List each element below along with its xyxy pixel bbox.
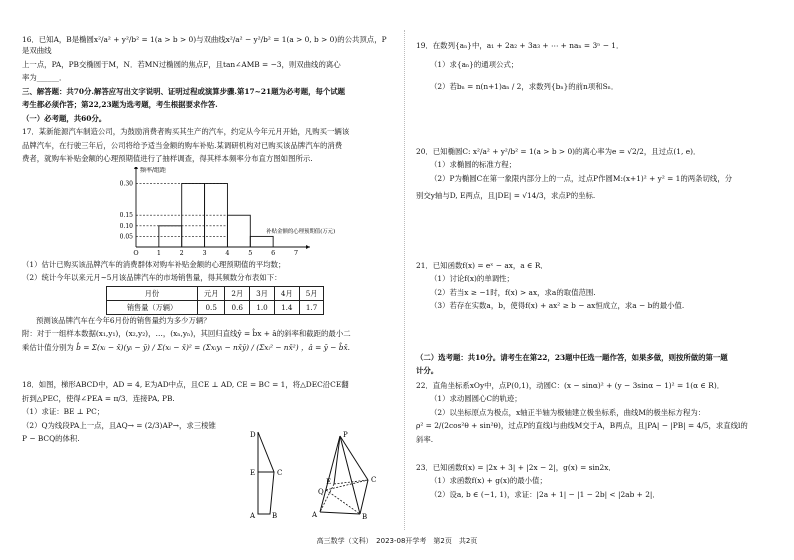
q19-line1: 19．在数列{aₙ}中，a₁ + 2a₂ + 3a₃ + ⋯ + naₙ = 3ⁿ − 1． <box>416 41 624 50</box>
y-tick-label: 0.15 <box>119 211 133 219</box>
table-cell: 5月 <box>299 286 324 300</box>
q22-sub4: 斜率. <box>416 434 434 444</box>
x-tick-label: 2 <box>179 248 184 257</box>
column-divider <box>404 30 405 530</box>
x-tick-label: 5 <box>248 248 253 257</box>
q17-note1: 附：对于一组样本数据(x₁,y₁)，(x₂,y₂)，…，(xₙ,yₙ)，其回归直线ŷ = b̂x + â的斜率和截距的最小二 <box>22 329 351 339</box>
q17-sub1: （1）估计已购买该品牌汽车的消费群体对购车补贴金额的心理预期值的平均数； <box>22 259 286 269</box>
table-cell: 3月 <box>250 286 275 300</box>
q18-sub3: P − BCQ的体积. <box>22 434 80 444</box>
formula-b-sums: = (Σxᵢyᵢ − nx̄ȳ) / (Σxᵢ² − nx̄²) <box>194 342 299 352</box>
x-tick-label: 6 <box>271 248 276 257</box>
q20-sub3: 别交y轴与D, E两点，且|DE| = √14/3，求点P的坐标. <box>416 191 596 201</box>
label-p: P <box>343 431 348 439</box>
table-cell: 2月 <box>225 286 250 300</box>
table-row <box>107 300 324 314</box>
q21-line1: 21．已知函数f(x) = eˣ − ax，a ∈ R． <box>416 261 548 270</box>
q18-line2: 折到△PEC，使得∠PEA = π/3．连接PA, PB. <box>22 393 175 403</box>
q22-sub1: （1）求动圆圆心C的轨迹； <box>430 394 522 404</box>
q20-line1: 20．已知椭圆C: x²/a² + y²/b² = 1(a > b > 0)的离心率为e = √2/2，且过点(1, e)． <box>416 147 701 156</box>
q20-sub2: （2）P为椭圆C在第一象限内部分上的一点，过点P作圆M:(x+1)² + y² = 1的两条切线，分 <box>430 173 733 183</box>
q21-sub2: （2）若当x ≥ −1时，f(x) > ax，求a的取值范围. <box>430 287 596 297</box>
sales-table <box>106 286 324 315</box>
q17-line1: 17．某新能源汽车制造公司，为鼓励消费者购买其生产的汽车，约定从今年元月开始，凡购买一辆该 <box>22 127 350 137</box>
section3-line3: （一）必考题，共60分。 <box>22 113 107 123</box>
label-e: E <box>250 469 256 477</box>
histogram-bar <box>227 215 250 247</box>
label-c: C <box>371 476 377 484</box>
trapezoid-figure <box>240 428 300 520</box>
q22-sub3: ρ² = 2/(2cos²θ + sin²θ)，过点P的直线l与曲线M交于A，B两点，且|PA| − |PB| = 4/5，求直线l的 <box>416 421 748 431</box>
y-tick-label: 0.30 <box>119 180 133 188</box>
y-axis-label: 频率/组距 <box>140 166 167 174</box>
x-axis-arrow <box>306 245 310 249</box>
table-cell: 月份 <box>107 286 198 300</box>
label-b: B <box>272 512 278 520</box>
question-16 <box>22 34 390 84</box>
label-a: A <box>312 511 318 519</box>
q23-line1: 23．已知函数f(x) = |2x + 3| + |2x − 2|，g(x) = sin2x． <box>416 463 616 472</box>
q21-sub1: （1）讨论f(x)的单调性； <box>430 274 514 284</box>
q17-formula <box>22 342 390 353</box>
label-d: D <box>250 431 256 439</box>
page-footer: 高三数学（文科） 2023-08开学考 第2页 共2页 <box>316 537 478 545</box>
q21-sub3: （3）若存在实数a，b，使得f(x) + ax² ≥ b − ax恒成立，求a − b的最小值. <box>430 301 685 311</box>
q23-sub1: （1）求函数f(x) + g(x)的最小值； <box>430 476 547 486</box>
table-cell: 元月 <box>198 286 225 300</box>
x-tick-label: 7 <box>293 248 299 257</box>
histogram-bar <box>250 236 273 247</box>
x-axis-label: 补贴金额的心理预期值(万元) <box>266 228 336 235</box>
y-tick-label: 0.05 <box>119 233 133 241</box>
q22-line1: 22．直角坐标系xOy中，点P(0,1)，动圆C：(x − sinα)² + (y − 3sinα − 1)² = 1(α ∈ R)． <box>416 381 725 390</box>
q19-sub2: （2）若bₙ = n(n+1)aₙ / 2，求数列{bₙ}的前n项和Sₙ． <box>430 81 619 91</box>
label-c: C <box>277 469 283 477</box>
y-tick-label: 0.10 <box>119 222 133 230</box>
q17-line3: 费者，就购车补贴金额的心理预期值进行了抽样调查，得其样本频率分布直方图如图所示. <box>22 154 313 164</box>
pyramid-figure <box>310 428 392 520</box>
label-q: Q <box>318 488 324 496</box>
x-tick-label: 1 <box>156 248 161 257</box>
question-23 <box>416 462 778 502</box>
x-tick-label: O <box>133 248 139 257</box>
table-cell: 0.6 <box>225 300 250 314</box>
label-b: B <box>362 513 368 520</box>
trapezoid-outline <box>258 432 274 514</box>
q17-note2: 乘估计值分别为 <box>22 342 74 352</box>
question-19 <box>416 40 778 94</box>
question-21 <box>416 260 778 314</box>
q16-line2: 上一点，PA，PB交椭圆于M，N．若MN过椭圆的焦点F，且tan∠AMB = −3，则双曲线的离心 <box>22 59 341 69</box>
table-cell: 0.5 <box>198 300 225 314</box>
label-e: E <box>326 478 332 486</box>
optional-line1: （二）选考题：共10分。请考生在第22，23题中任选一题作答，如果多做，则按所做的第一题 <box>416 353 728 362</box>
q18-line1: 18．如图，梯形ABCD中，AD = 4, E为AD中点，且CE ⊥ AD, CE = BC = 1，将△DEC沿CE翻 <box>22 380 349 390</box>
formula-a: ，â = ȳ − b̂x̄. <box>300 342 350 352</box>
question-22 <box>416 380 778 447</box>
left-column <box>22 34 390 447</box>
q22-sub2: （2）以坐标原点为极点，x轴正半轴为极轴建立极坐标系，曲线M的极坐标方程为： <box>430 407 706 417</box>
x-tick-label: 3 <box>202 248 207 257</box>
q17-predict: 预测该品牌汽车在今年6月份的销售量约为多少万辆？ <box>36 315 211 325</box>
formula-b-deviation: b̂ = Σ(xᵢ − x̄)(yᵢ − ȳ) / Σ(xᵢ − x̄)² <box>76 342 192 352</box>
section3-line1: 三、解答题：共70分.解答应写出文字说明、证明过程或演算步骤.第17~21题为必考题，每个试题 <box>22 86 346 96</box>
y-axis-arrow <box>134 167 138 169</box>
x-tick-label: 4 <box>225 248 230 257</box>
q16-line3: 率为______． <box>22 73 67 83</box>
q23-sub2: （2）设a, b ∈ (−1, 1)，求证：|2a + 1| − |1 − 2b| < |2ab + 2|． <box>430 489 660 499</box>
table-cell: 销售量（万辆） <box>107 300 198 314</box>
q19-sub1: （1）求{aₙ}的通项公式； <box>430 60 519 70</box>
q18-sub1: （1）求证：BE ⊥ PC； <box>22 407 105 417</box>
q18-sub2: （2）Q为线段PA上一点，且AQ→ = (2/3)AP→，求三棱锥 <box>22 420 216 430</box>
question-20 <box>416 146 778 204</box>
q16-line1: 16．已知A，B是椭圆x²/a² + y²/b² = 1(a > b > 0)与双曲线x²/a² − y²/b² = 1(a > 0, b > 0)的公共顶点，P是双曲线 <box>22 35 387 56</box>
q17-sub2: （2）统计今年以来元月~5月该品牌汽车的市场销售量，得其频数分布表如下： <box>22 273 282 283</box>
table-cell: 1.0 <box>250 300 275 314</box>
histogram-chart <box>106 167 376 259</box>
table-cell: 1.7 <box>299 300 324 314</box>
q17-line2: 品牌汽车，在行驶三年后，公司将给予适当金额的购车补贴.某调研机构对已购买该品牌汽车的消费 <box>22 140 343 150</box>
question-17 <box>22 126 390 353</box>
section3-line2: 考生都必须作答；第22,23题为选考题，考生根据要求作答. <box>22 100 218 110</box>
optional-line2: 计分。 <box>416 366 439 376</box>
table-row <box>107 286 324 300</box>
optional-section-header <box>416 352 778 379</box>
table-cell: 1.4 <box>274 300 299 314</box>
section-three-header <box>22 86 390 124</box>
label-a: A <box>250 512 256 520</box>
table-cell: 4月 <box>274 286 299 300</box>
q20-sub1: （1）求椭圆的标准方程； <box>430 160 517 170</box>
